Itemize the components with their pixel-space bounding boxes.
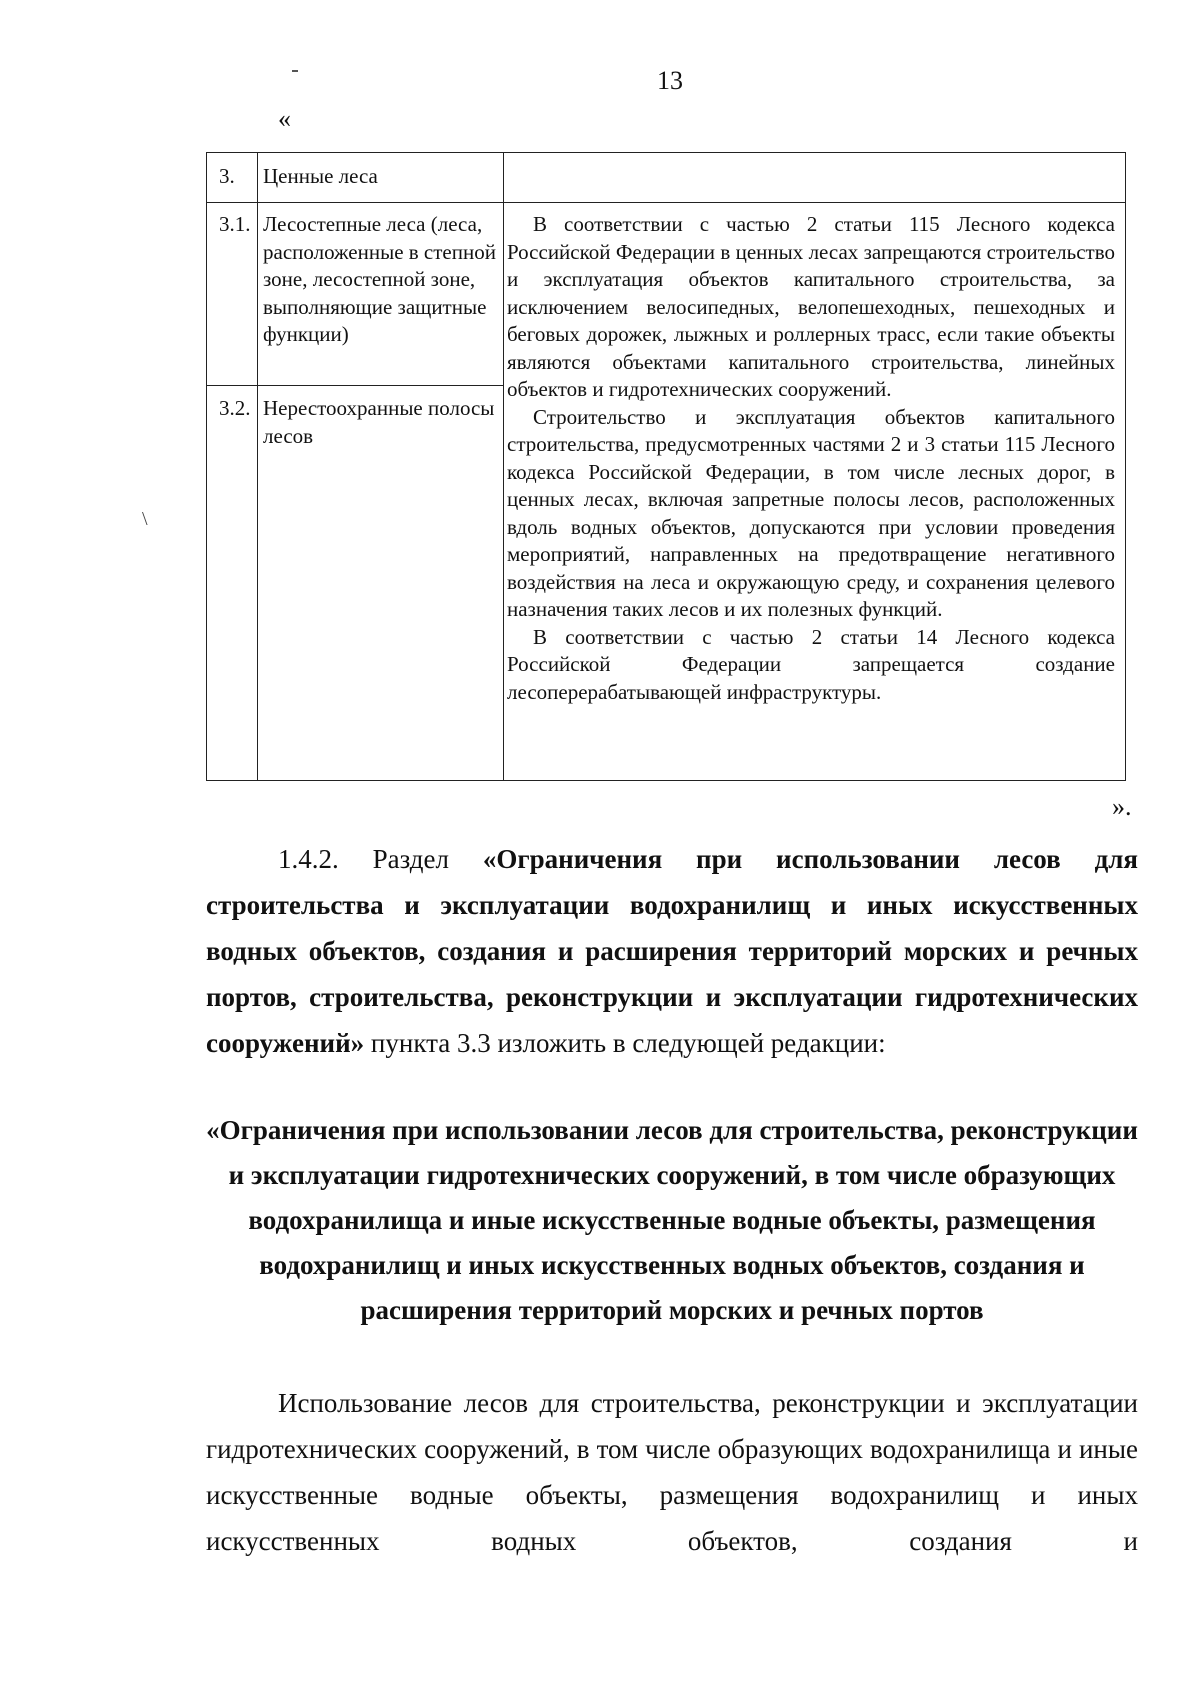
restrictions-table — [206, 152, 1126, 781]
content-paragraph: В соответствии с частью 2 статьи 115 Лесного кодекса Российской Федерации в ценных лесах запрещаются строительство и эксплуатация объектов капитального строительства, за исключением велосипедных, велопешеходных, пешеходных и беговых дорожек, лыжных и роллерных трасс, если такие объекты являются объектами капитального строительства, линейных объектов и гидротехнических сооружений. — [507, 212, 1115, 401]
table-column-divider — [257, 153, 258, 780]
open-quote-mark: « — [278, 104, 291, 133]
table-row-name: Лесостепные леса (леса, расположенные в степной зоне, лесостепной зоне, выполняющие защитные функции) — [263, 212, 496, 346]
section-bold-title: «Ограничения при использовании лесов для строительства и эксплуатации водохранилищ и иных искусственных водных объектов, создания и расширения территорий морских и речных портов, строительства, реконструкции и эксплуатации гидротехнических сооружений» — [206, 844, 1138, 1058]
close-quote-mark: ». — [1112, 792, 1132, 821]
page-number: 13 — [657, 66, 683, 95]
table-row-number: 3. — [219, 164, 235, 188]
table-row-divider — [207, 385, 503, 386]
table-row-divider — [207, 202, 1125, 203]
section-intro: 1.4.2. Раздел — [278, 844, 483, 874]
scan-dot-mark — [292, 70, 298, 72]
final-paragraph: Использование лесов для строительства, реконструкции и эксплуатации гидротехнических сооружений, в том числе образующих водохранилища и иные искусственные водные объекты, размещения водохранилищ и иных искусственных водных объектов, создания и — [206, 1388, 1138, 1556]
table-row-number: 3.1. — [219, 212, 251, 236]
scan-stray-mark: \ — [142, 508, 148, 530]
table-row-name: Нерестоохранные полосы лесов — [263, 396, 495, 448]
section-tail: пункта 3.3 изложить в следующей редакции: — [364, 1028, 886, 1058]
table-row-number: 3.2. — [219, 396, 251, 420]
table-row-name: Ценные леса — [263, 164, 378, 188]
table-content-cell — [507, 211, 1115, 706]
content-paragraph: Строительство и эксплуатация объектов капитального строительства, предусмотренных частями 2 и 3 статьи 115 Лесного кодекса Российской Федерации, в том числе лесных дорог, в ценных лесах, включая запретные полосы лесов, расположенных вдоль водных объектов, допускаются при условии проведения мероприятий, направленных на предотвращение негативного воздействия на леса и окружающую среду, и сохранения целевого назначения таких лесов и их полезных функций. — [507, 404, 1115, 621]
section-amendment-paragraph — [206, 836, 1138, 1066]
table-column-divider — [503, 153, 504, 780]
content-paragraph: В соответствии с частью 2 статьи 14 Лесного кодекса Российской Федерации запрещается создание лесоперерабатывающей инфраструктуры. — [507, 624, 1115, 704]
new-section-title: «Ограничения при использовании лесов для строительства, реконструкции и эксплуатации гидротехнических сооружений, в том числе образующих водохранилища и иные искусственные водные объекты, размещения водохранилищ и иных искусственных водных объектов, создания и расширения территорий морских и речных портов — [206, 1115, 1138, 1325]
